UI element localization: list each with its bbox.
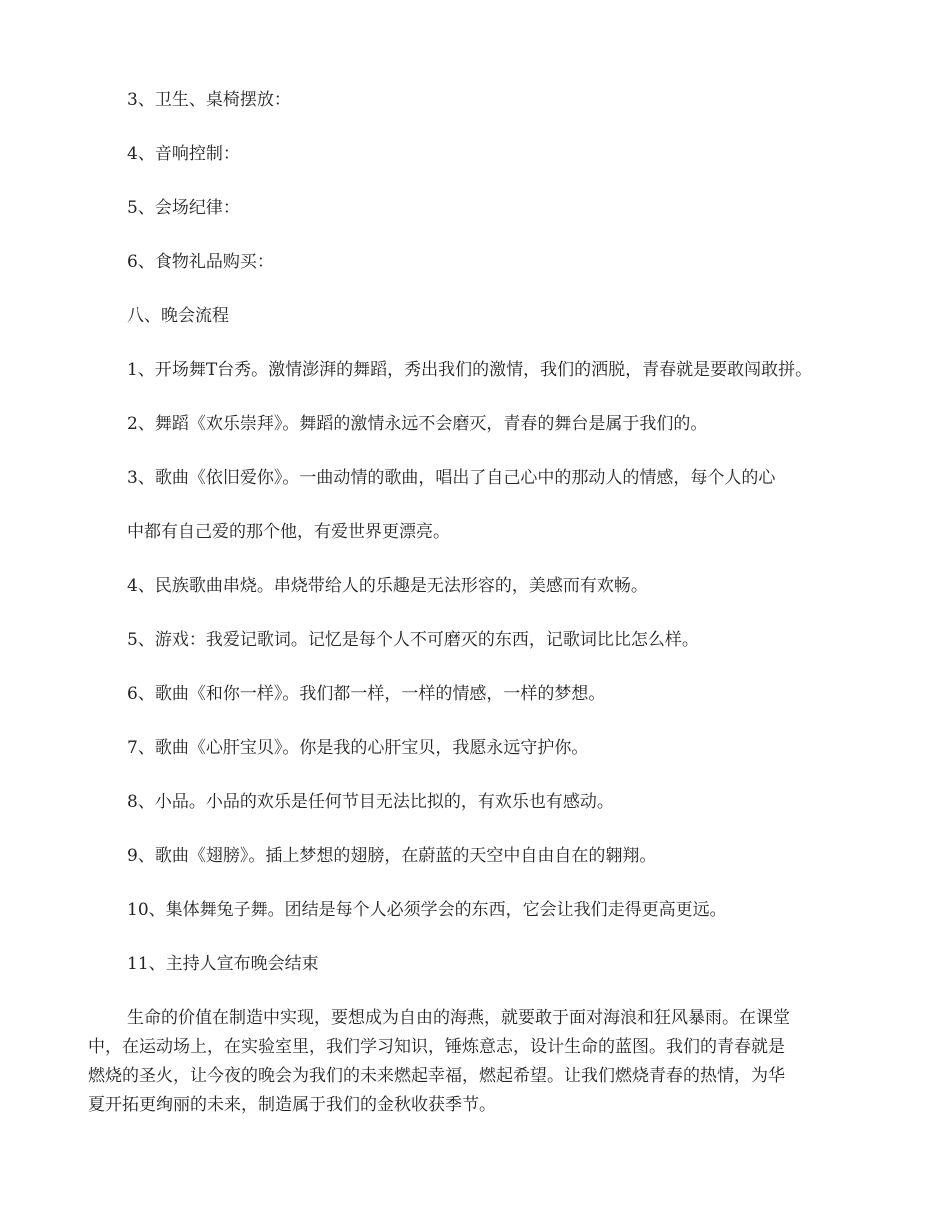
text-line: 8、小品。小品的欢乐是任何节目无法比拟的，有欢乐也有感动。	[127, 792, 614, 812]
text-line: 5、游戏：我爱记歌词。记忆是每个人不可磨灭的东西，记歌词比比怎么样。	[127, 630, 699, 650]
paragraph-line: 夏开拓更绚丽的未来，制造属于我们的金秋收获季节。	[88, 1095, 496, 1115]
paragraph-line: 生命的价值在制造中实现，要想成为自由的海燕，就要敢于面对海浪和狂风暴雨。在课堂	[127, 1008, 790, 1028]
paragraph-line: 中，在运动场上，在实验室里，我们学习知识，锤炼意志，设计生命的蓝图。我们的青春就是	[88, 1037, 785, 1057]
text-line: 10、集体舞兔子舞。团结是每个人必须学会的东西，它会让我们走得更高更远。	[127, 900, 727, 920]
closing-paragraph	[88, 1004, 868, 1120]
text-line: 11、主持人宣布晚会结束	[127, 954, 319, 974]
text-line: 9、歌曲《翅膀》。插上梦想的翅膀，在蔚蓝的天空中自由自在的翱翔。	[127, 846, 657, 866]
text-line: 6、歌曲《和你一样》。我们都一样，一样的情感，一样的梦想。	[127, 684, 606, 704]
text-line: 中都有自己爱的那个他，有爱世界更漂亮。	[127, 522, 450, 542]
text-line: 3、卫生、桌椅摆放：	[127, 90, 291, 110]
paragraph-line: 燃烧的圣火，让今夜的晚会为我们的未来燃起幸福，燃起希望。让我们燃烧青春的热情，为华	[88, 1066, 785, 1086]
text-line: 2、舞蹈《欢乐崇拜》。舞蹈的激情永远不会磨灭，青春的舞台是属于我们的。	[127, 414, 708, 434]
text-line: 1、开场舞T台秀。激情澎湃的舞蹈，秀出我们的激情，我们的洒脱，青春就是要敢闯敢拼。	[127, 360, 813, 380]
text-line: 3、歌曲《依旧爱你》。一曲动情的歌曲，唱出了自己心中的那动人的情感，每个人的心	[127, 468, 776, 488]
text-line: 6、食物礼品购买：	[127, 252, 274, 272]
text-line: 7、歌曲《心肝宝贝》。你是我的心肝宝贝，我愿永远守护你。	[127, 738, 589, 758]
text-line: 4、民族歌曲串烧。串烧带给人的乐趣是无法形容的，美感而有欢畅。	[127, 576, 648, 596]
text-line: 4、音响控制：	[127, 144, 240, 164]
section-heading: 八、晚会流程	[127, 306, 229, 326]
text-line: 5、会场纪律：	[127, 198, 240, 218]
